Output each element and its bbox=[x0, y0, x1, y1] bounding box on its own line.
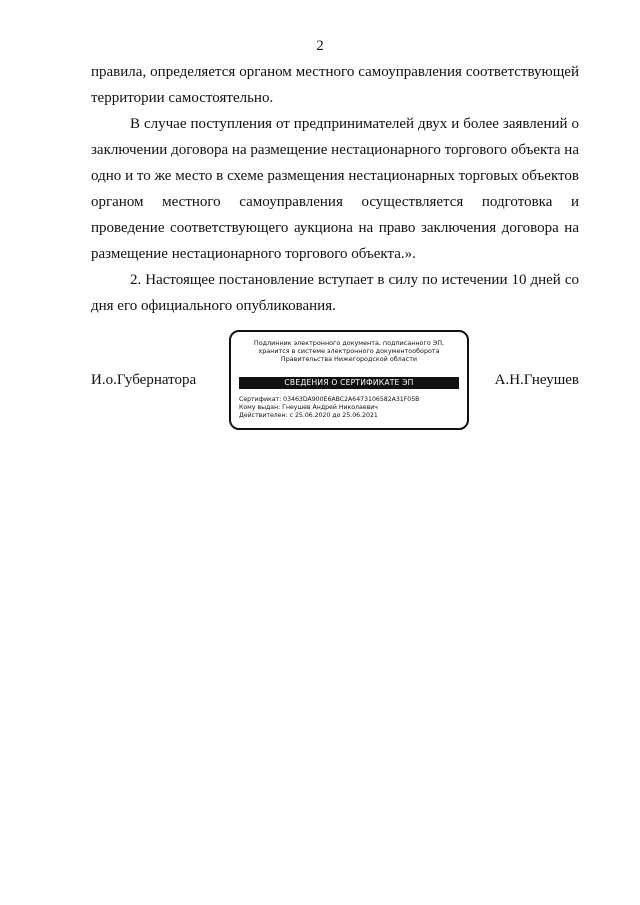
stamp-line-2: хранится в системе электронного документооборота bbox=[258, 347, 440, 355]
signature-block bbox=[91, 330, 579, 432]
stamp-line-3: Правительства Нижегородской области bbox=[280, 355, 418, 363]
stamp-details bbox=[239, 396, 461, 421]
stamp-issued-to: Кому выдан: Гнеушев Андрей Николаевич bbox=[239, 404, 378, 412]
paragraph-continuation: правила, определяется органом местного самоуправления соответствующей территории самостоятельно. bbox=[91, 64, 579, 106]
signatory-name: А.Н.Гнеушев bbox=[494, 372, 579, 388]
stamp-validity: Действителен: с 25.06.2020 до 25.06.2021 bbox=[239, 412, 378, 420]
paragraph-auction: В случае поступления от предпринимателей двух и более заявлений о заключении договора на размещение нестационарного торгового объекта на одно и то же место в схеме размещения нестационарных торговых объектов органом местного самоуправления осуществляется подготовка и проведение соответствующего аукциона на право заключения договора на размещение нестационарного торгового объекта.». bbox=[91, 116, 579, 262]
stamp-line-1: Подлинник электронного документа, подписанного ЭП, bbox=[253, 339, 445, 347]
electronic-signature-stamp bbox=[229, 330, 469, 430]
signatory-position: И.о.Губернатора bbox=[91, 372, 197, 388]
stamp-title-bar: СВЕДЕНИЯ О СЕРТИФИКАТЕ ЭП bbox=[239, 377, 459, 389]
stamp-certificate: Сертификат: 03463DA900E6ABC2A6473106582A31F05B bbox=[239, 396, 420, 403]
page-number: 2 bbox=[316, 38, 324, 54]
stamp-header bbox=[237, 339, 461, 363]
paragraph-effective-date: 2. Настоящее постановление вступает в силу по истечении 10 дней со дня его официального опубликования. bbox=[91, 272, 579, 314]
document-body bbox=[91, 59, 579, 319]
